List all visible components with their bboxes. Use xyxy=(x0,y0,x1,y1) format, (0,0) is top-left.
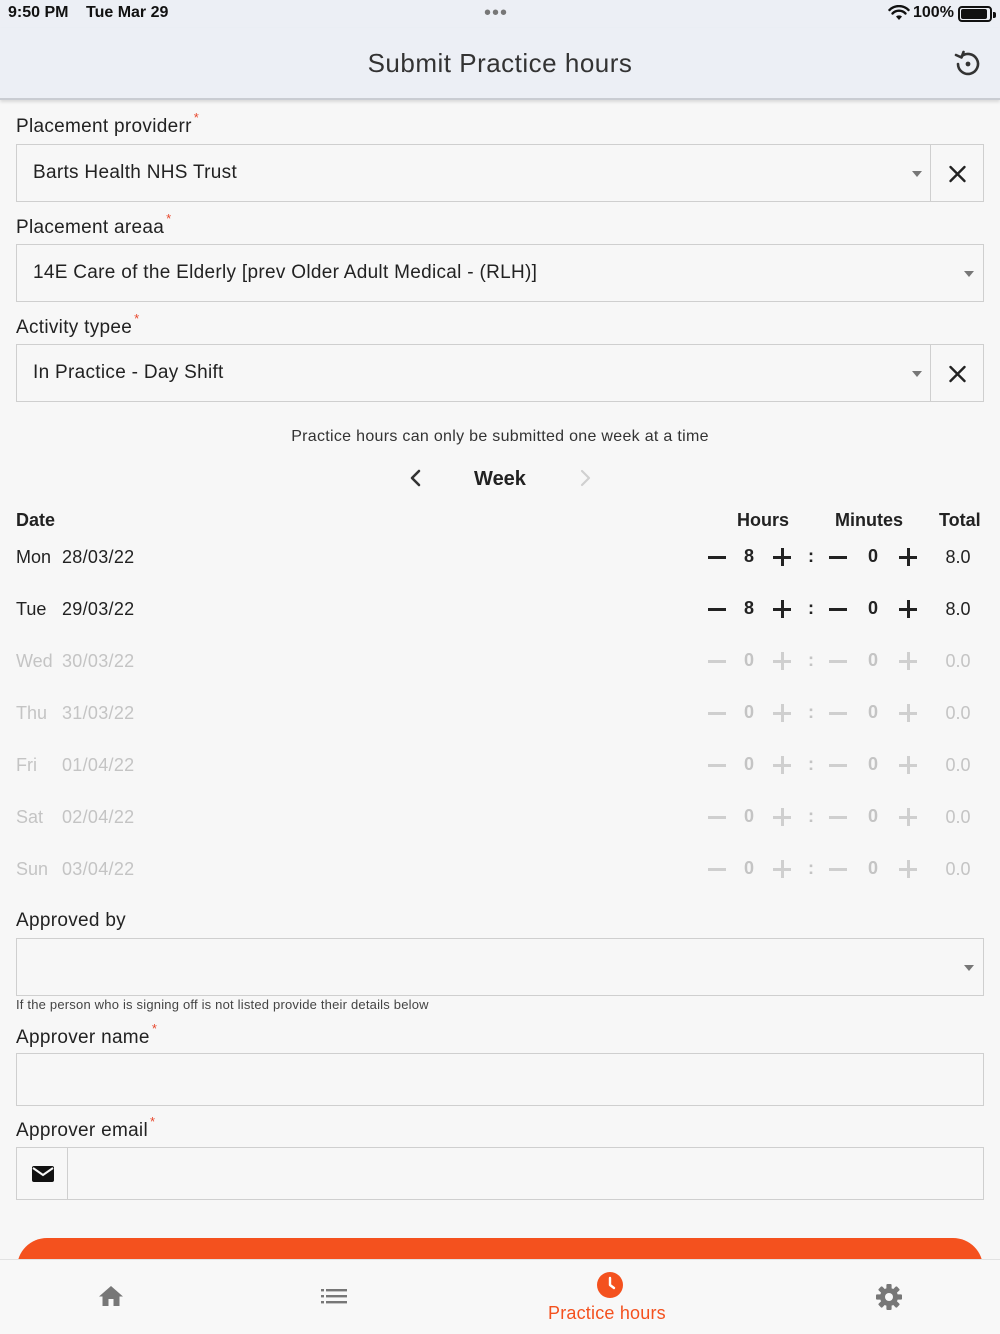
table-row xyxy=(0,543,1000,573)
increase-minutes-button[interactable] xyxy=(897,702,919,724)
row-day: Wed xyxy=(16,651,53,671)
approver-hint: If the person who is signing off is not listed provide their details below xyxy=(16,997,429,1012)
approver-email-label: Approver email * xyxy=(16,1114,156,1141)
page-title: Submit Practice hours xyxy=(367,48,633,78)
minutes-value: 0 xyxy=(867,650,878,670)
hours-value: 0 xyxy=(743,754,754,774)
hours-value: 0 xyxy=(743,806,754,826)
decrease-minutes-button[interactable] xyxy=(827,858,849,880)
activity-type-label: Activity typee * xyxy=(16,311,140,338)
dropdown-caret-icon xyxy=(912,371,922,377)
placement-area-label: Placement areaa * xyxy=(16,211,172,238)
increase-minutes-button[interactable] xyxy=(897,546,919,568)
minutes-column-header: Minutes xyxy=(835,510,904,530)
status-time: 9:50 PM xyxy=(8,4,69,21)
hours-value: 8 xyxy=(743,546,754,566)
decrease-minutes-button[interactable] xyxy=(827,598,849,620)
status-date: Tue Mar 29 xyxy=(86,4,169,21)
total-column-header: Total xyxy=(939,510,981,530)
week-note: Practice hours can only be submitted one week at a time xyxy=(291,428,709,445)
increase-hours-button[interactable] xyxy=(771,702,793,724)
hours-value: 8 xyxy=(743,598,754,618)
row-day: Sun xyxy=(16,859,49,879)
minutes-value: 0 xyxy=(867,858,878,878)
row-date: 29/03/22 xyxy=(62,599,135,619)
date-column-header: Date xyxy=(16,510,56,530)
time-separator: : xyxy=(808,702,814,722)
minutes-value: 0 xyxy=(867,702,878,722)
time-separator: : xyxy=(808,598,814,618)
clear-provider-button[interactable] xyxy=(930,145,983,201)
row-total: 0.0 xyxy=(945,859,971,879)
decrease-hours-button[interactable] xyxy=(706,650,728,672)
placement-area-dropdown[interactable] xyxy=(16,244,984,302)
minutes-value: 0 xyxy=(867,546,878,566)
row-day: Sat xyxy=(16,807,44,827)
row-day: Mon xyxy=(16,547,52,567)
row-day: Fri xyxy=(16,755,37,775)
row-date: 31/03/22 xyxy=(62,703,135,723)
app-bar xyxy=(0,28,1000,100)
increase-hours-button[interactable] xyxy=(771,806,793,828)
decrease-minutes-button[interactable] xyxy=(827,650,849,672)
decrease-minutes-button[interactable] xyxy=(827,754,849,776)
increase-minutes-button[interactable] xyxy=(897,754,919,776)
wifi-icon xyxy=(888,5,910,21)
hours-column-header: Hours xyxy=(737,510,790,530)
time-separator: : xyxy=(808,806,814,826)
decrease-minutes-button[interactable] xyxy=(827,806,849,828)
time-separator: : xyxy=(808,650,814,670)
minutes-value: 0 xyxy=(867,754,878,774)
close-icon xyxy=(931,145,984,201)
required-mark: * xyxy=(151,1021,158,1036)
increase-minutes-button[interactable] xyxy=(897,598,919,620)
row-day: Tue xyxy=(16,599,47,619)
multitasking-dots-icon[interactable]: ••• xyxy=(484,2,509,24)
close-icon xyxy=(931,345,984,401)
decrease-hours-button[interactable] xyxy=(706,546,728,568)
chevron-right-icon xyxy=(573,466,597,490)
required-mark: * xyxy=(193,110,200,125)
row-total: 0.0 xyxy=(945,807,971,827)
minutes-value: 0 xyxy=(867,598,878,618)
minutes-value: 0 xyxy=(867,806,878,826)
dropdown-caret-icon xyxy=(964,271,974,277)
nav-practice-hours[interactable] xyxy=(530,1260,690,1334)
row-date: 28/03/22 xyxy=(62,547,135,567)
home-icon xyxy=(98,1284,124,1308)
bottom-navigation xyxy=(0,1259,1000,1334)
increase-hours-button[interactable] xyxy=(771,598,793,620)
row-total: 8.0 xyxy=(945,599,971,619)
required-mark: * xyxy=(134,311,140,326)
table-row xyxy=(0,699,1000,729)
activity-type-value: In Practice - Day Shift xyxy=(33,362,224,383)
placement-provider-dropdown[interactable] xyxy=(16,144,984,202)
decrease-hours-button[interactable] xyxy=(706,598,728,620)
approver-name-label: Approver name * xyxy=(16,1021,158,1048)
clear-activity-button[interactable] xyxy=(930,345,983,401)
status-bar xyxy=(0,0,1000,28)
row-date: 01/04/22 xyxy=(62,755,135,775)
time-separator: : xyxy=(808,754,814,774)
row-total: 0.0 xyxy=(945,755,971,775)
increase-hours-button[interactable] xyxy=(771,650,793,672)
decrease-hours-button[interactable] xyxy=(706,702,728,724)
email-icon-box xyxy=(16,1147,68,1200)
dropdown-caret-icon xyxy=(964,965,974,971)
required-mark: * xyxy=(149,1114,156,1129)
time-separator: : xyxy=(808,546,814,566)
increase-minutes-button[interactable] xyxy=(897,858,919,880)
placement-provider-value: Barts Health NHS Trust xyxy=(33,162,238,183)
history-icon[interactable] xyxy=(952,48,984,80)
week-label: Week xyxy=(474,468,526,490)
battery-percent: 100% xyxy=(913,4,954,21)
decrease-minutes-button[interactable] xyxy=(827,546,849,568)
table-row xyxy=(0,647,1000,677)
row-date: 02/04/22 xyxy=(62,807,135,827)
hours-value: 0 xyxy=(743,702,754,722)
decrease-hours-button[interactable] xyxy=(706,806,728,828)
hours-value: 0 xyxy=(743,858,754,878)
table-row xyxy=(0,855,1000,885)
row-date: 30/03/22 xyxy=(62,651,135,671)
required-mark: * xyxy=(166,211,172,226)
row-total: 8.0 xyxy=(945,547,971,567)
table-row xyxy=(0,751,1000,781)
week-navigator xyxy=(0,462,1000,494)
row-total: 0.0 xyxy=(945,703,971,723)
decrease-minutes-button[interactable] xyxy=(827,702,849,724)
row-date: 03/04/22 xyxy=(62,859,135,879)
placement-provider-label: Placement providerr * xyxy=(16,110,200,137)
activity-type-dropdown[interactable] xyxy=(16,344,984,402)
row-day: Thu xyxy=(16,703,48,723)
approver-name-input[interactable] xyxy=(16,1053,984,1106)
decrease-hours-button[interactable] xyxy=(706,754,728,776)
time-separator: : xyxy=(808,858,814,878)
dropdown-caret-icon xyxy=(912,171,922,177)
gear-icon xyxy=(875,1283,903,1311)
increase-hours-button[interactable] xyxy=(771,546,793,568)
increase-minutes-button[interactable] xyxy=(897,650,919,672)
mail-icon xyxy=(17,1148,69,1201)
increase-hours-button[interactable] xyxy=(771,858,793,880)
approver-email-input[interactable] xyxy=(67,1147,984,1200)
increase-minutes-button[interactable] xyxy=(897,806,919,828)
table-row xyxy=(0,803,1000,833)
approved-by-label: Approved by xyxy=(16,910,126,931)
approved-by-dropdown[interactable] xyxy=(16,938,984,996)
increase-hours-button[interactable] xyxy=(771,754,793,776)
hours-value: 0 xyxy=(743,650,754,670)
clock-icon xyxy=(597,1272,623,1298)
nav-list[interactable] xyxy=(283,1260,385,1334)
decrease-hours-button[interactable] xyxy=(706,858,728,880)
battery-icon xyxy=(958,6,992,22)
nav-home[interactable] xyxy=(60,1260,162,1334)
table-row xyxy=(0,595,1000,625)
nav-practice-hours-label: Practice hours xyxy=(548,1303,666,1323)
nav-settings[interactable] xyxy=(838,1260,940,1334)
row-total: 0.0 xyxy=(945,651,971,671)
list-icon xyxy=(321,1287,347,1305)
placement-area-value: 14E Care of the Elderly [prev Older Adult Medical - (RLH)] xyxy=(33,262,538,283)
